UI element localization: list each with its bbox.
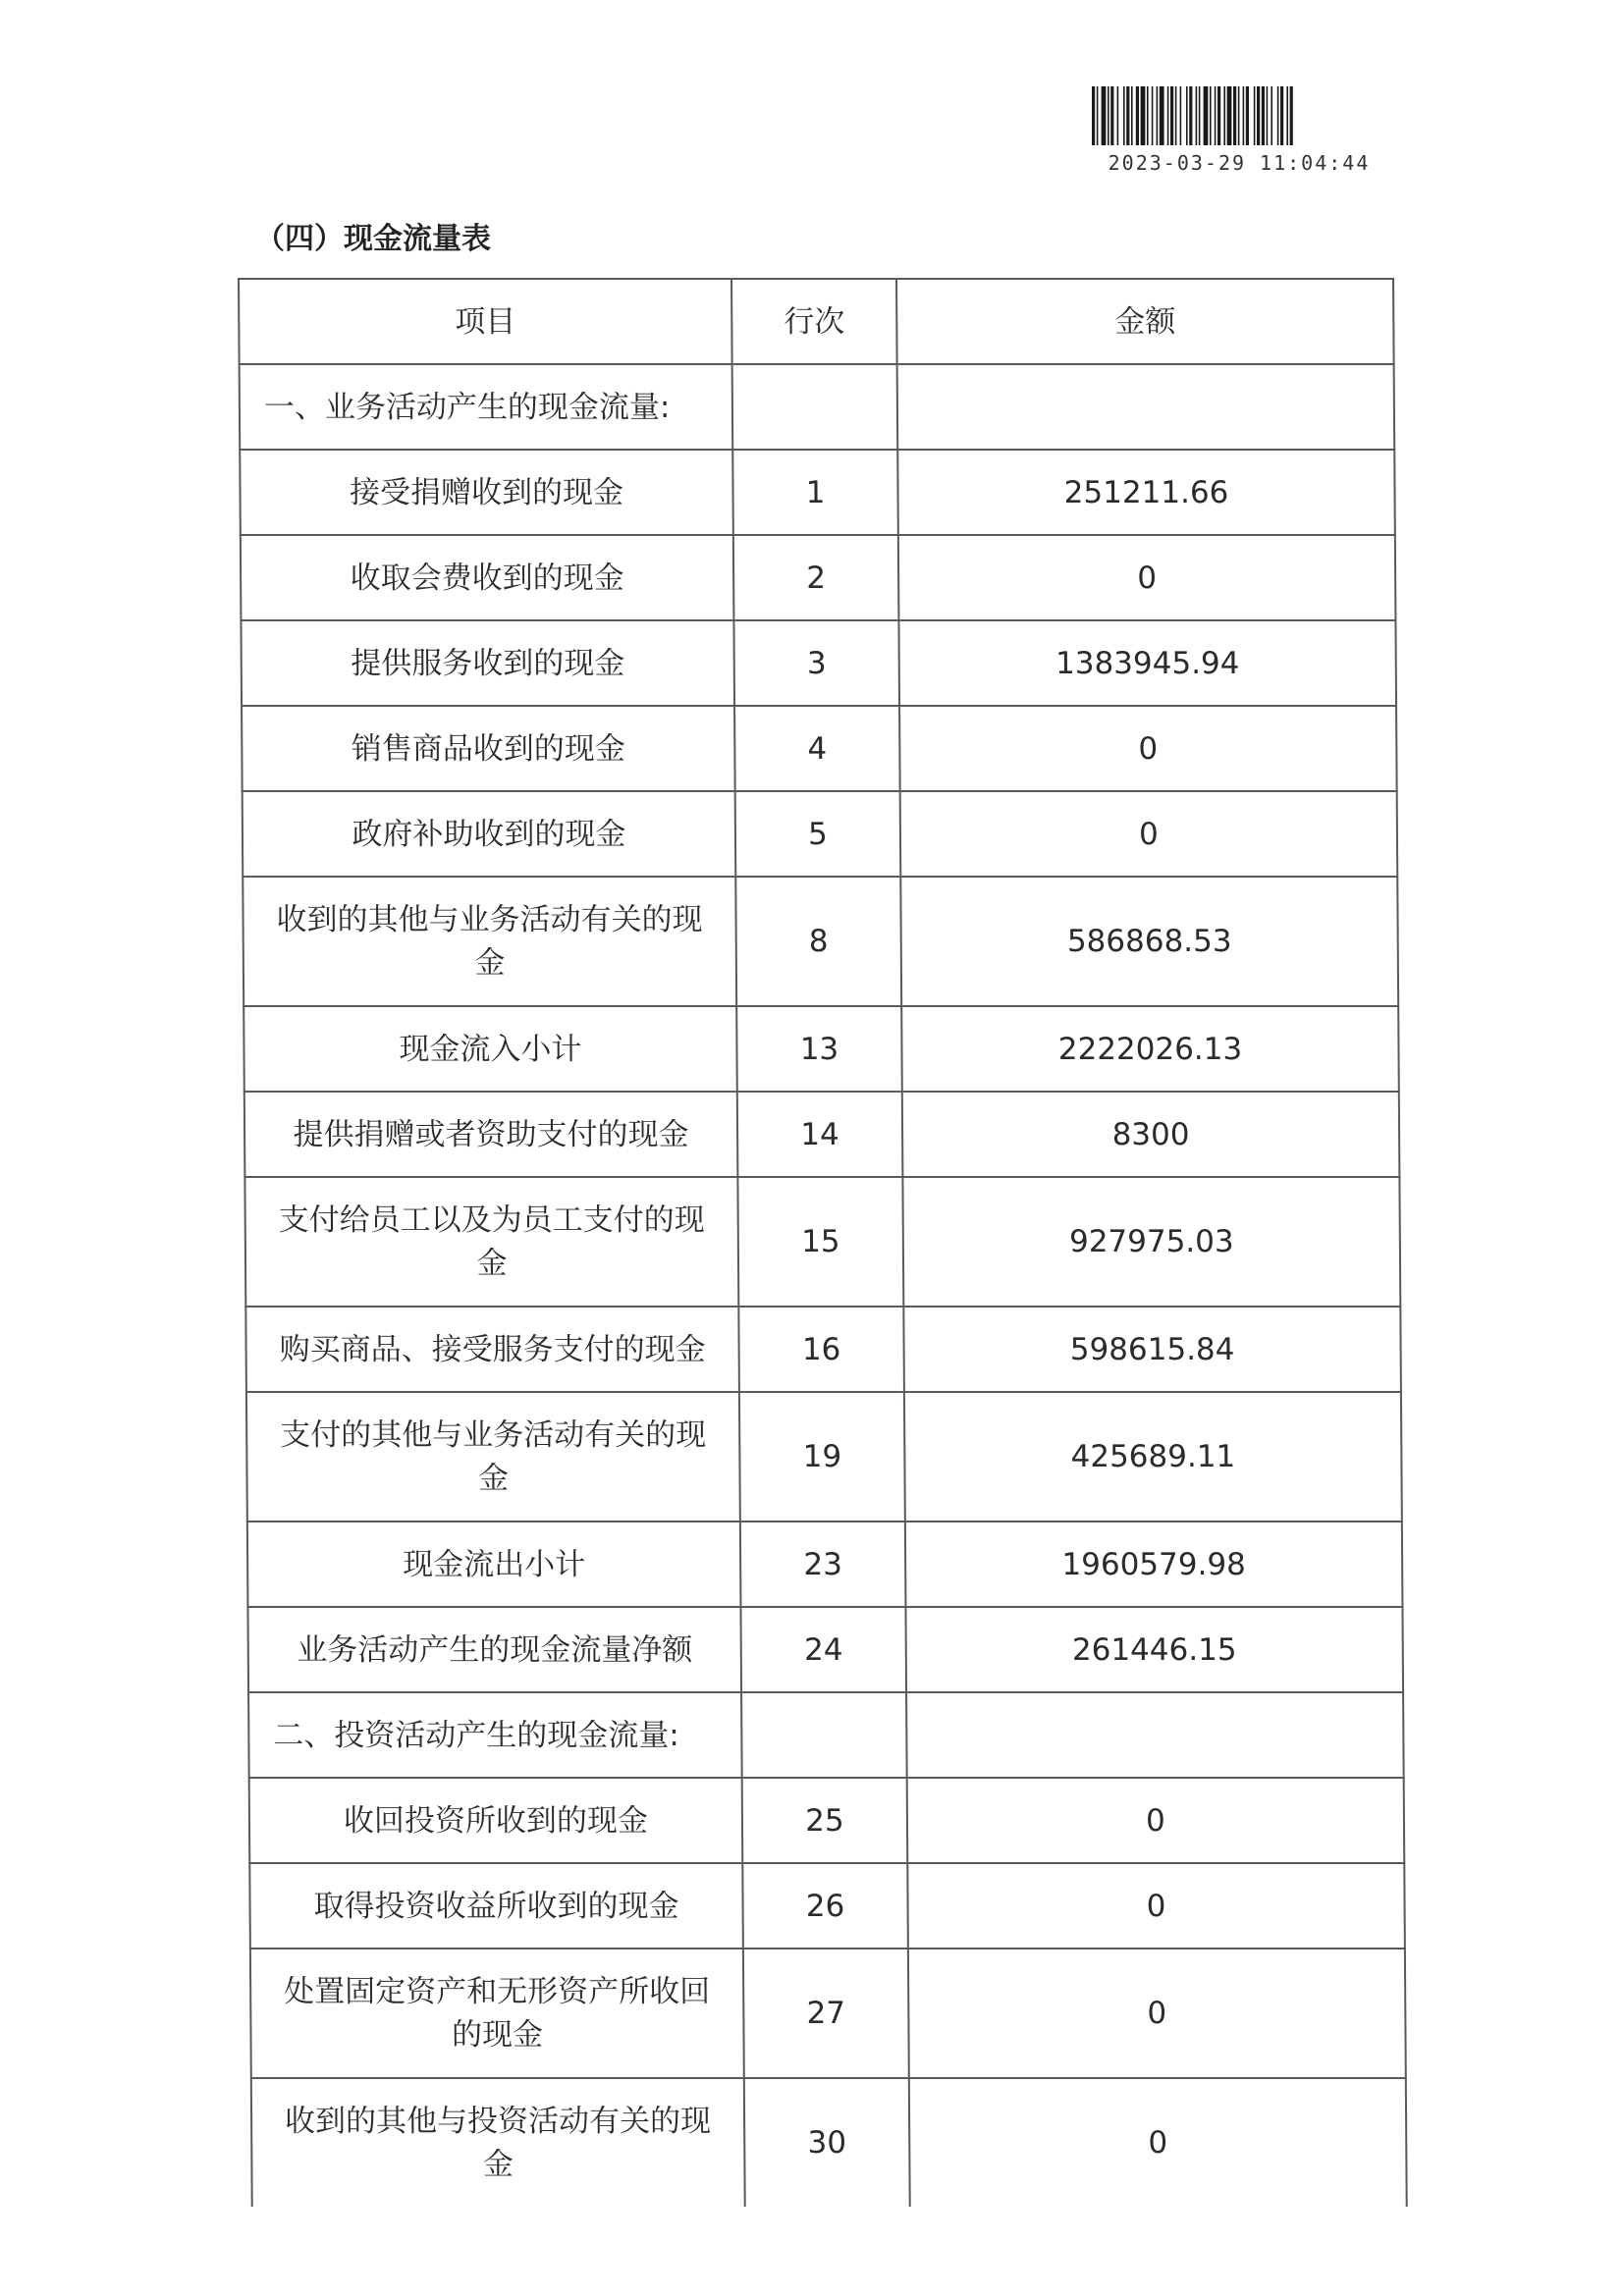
- row-item-cell: 接受捐赠收到的现金: [240, 450, 733, 535]
- table-row: [247, 1522, 1403, 1607]
- row-line-cell: 25: [742, 1778, 908, 1863]
- row-item-cell: 收到的其他与投资活动有关的现金: [251, 2078, 745, 2207]
- row-amount-cell: 425689.11: [904, 1392, 1402, 1522]
- barcode-bar: [1092, 86, 1095, 145]
- barcode-bar: [1243, 86, 1245, 145]
- row-item-cell: 销售商品收到的现金: [242, 706, 735, 791]
- barcode-bar: [1180, 86, 1182, 145]
- row-item-cell: 收到的其他与业务活动有关的现金: [243, 877, 736, 1006]
- barcode-bar: [1167, 86, 1169, 145]
- barcode-bar: [1215, 86, 1217, 145]
- row-line-cell: 16: [738, 1307, 904, 1392]
- table-row: [249, 1778, 1405, 1863]
- table-row: [243, 877, 1398, 1006]
- row-amount-cell: 1960579.98: [905, 1522, 1403, 1607]
- row-item-cell: 收回投资所收到的现金: [249, 1778, 743, 1863]
- column-header-line: 行次: [731, 279, 897, 364]
- section-row: [248, 1692, 1404, 1778]
- row-item-cell: 收取会费收到的现金: [241, 535, 734, 620]
- row-amount-cell: 0: [899, 706, 1397, 791]
- row-amount-cell: 0: [898, 535, 1396, 620]
- row-item-cell: 支付给员工以及为员工支付的现金: [244, 1177, 738, 1307]
- row-item-cell: 支付的其他与业务活动有关的现金: [246, 1392, 740, 1522]
- row-item-cell: 二、投资活动产生的现金流量:: [248, 1692, 742, 1778]
- row-line-cell: 8: [735, 877, 901, 1006]
- row-item-cell: 购买商品、接受服务支付的现金: [245, 1307, 739, 1392]
- row-line-cell: 26: [742, 1863, 908, 1949]
- barcode-bar: [1271, 86, 1272, 145]
- table-row: [242, 706, 1397, 791]
- table-header-row: [239, 279, 1394, 364]
- barcode-bar: [1199, 86, 1201, 145]
- barcode-block: [1092, 86, 1386, 175]
- barcode-bar: [1267, 86, 1269, 145]
- table-row: [243, 1006, 1399, 1092]
- table-row: [244, 1177, 1400, 1307]
- row-amount-cell: 0: [909, 2078, 1407, 2207]
- row-item-cell: 处置固定资产和无形资产所收回的现金: [250, 1949, 744, 2078]
- barcode-bar: [1227, 86, 1232, 145]
- barcode-bar: [1290, 86, 1293, 145]
- table-row: [249, 1863, 1405, 1949]
- barcode-bar: [1131, 86, 1133, 145]
- row-amount-cell: 261446.15: [905, 1607, 1403, 1692]
- row-line-cell: 2: [733, 535, 899, 620]
- row-amount-cell: 0: [900, 791, 1398, 877]
- row-item-cell: 一、业务活动产生的现金流量:: [240, 364, 733, 450]
- row-amount-cell: [906, 1692, 1404, 1778]
- barcode-bar: [1141, 86, 1146, 145]
- row-amount-cell: 0: [908, 1949, 1406, 2078]
- table-row: [250, 1949, 1406, 2078]
- barcode-bar: [1186, 86, 1188, 145]
- barcode-bar: [1108, 86, 1109, 145]
- barcode-bar: [1102, 86, 1107, 145]
- section-title: （四）现金流量表: [255, 222, 491, 256]
- row-line-cell: 4: [734, 706, 900, 791]
- row-amount-cell: 586868.53: [900, 877, 1398, 1006]
- row-line-cell: 27: [743, 1949, 909, 2078]
- row-amount-cell: 8300: [902, 1092, 1400, 1177]
- row-amount-cell: [897, 364, 1395, 450]
- row-line-cell: 3: [733, 620, 899, 706]
- row-item-cell: 取得投资收益所收到的现金: [249, 1863, 743, 1949]
- row-amount-cell: 251211.66: [897, 450, 1395, 535]
- row-item-cell: 业务活动产生的现金流量净额: [247, 1607, 741, 1692]
- table-row: [240, 450, 1395, 535]
- row-amount-cell: 2222026.13: [901, 1006, 1399, 1092]
- row-line-cell: 14: [737, 1092, 903, 1177]
- barcode-bar: [1170, 86, 1173, 145]
- row-line-cell: 30: [744, 2078, 910, 2207]
- barcode-bar: [1223, 86, 1225, 145]
- barcode-bar: [1136, 86, 1139, 145]
- row-line-cell: [741, 1692, 907, 1778]
- row-item-cell: 现金流出小计: [247, 1522, 741, 1607]
- row-amount-cell: 0: [907, 1863, 1405, 1949]
- barcode-bar: [1262, 86, 1265, 145]
- table-row: [244, 1092, 1400, 1177]
- barcode-bar: [1280, 86, 1283, 145]
- table-row: [243, 791, 1398, 877]
- row-line-cell: 19: [739, 1392, 905, 1522]
- table-row: [241, 620, 1396, 706]
- barcode-bar: [1238, 86, 1240, 145]
- barcode-bar: [1246, 86, 1249, 145]
- row-item-cell: 政府补助收到的现金: [243, 791, 736, 877]
- barcode-bar: [1147, 86, 1149, 145]
- table-row: [241, 535, 1396, 620]
- cash-flow-table: [238, 278, 1408, 2207]
- row-line-cell: 5: [735, 791, 901, 877]
- barcode-bar: [1097, 86, 1099, 145]
- barcode-bar: [1277, 86, 1279, 145]
- barcode-bar: [1123, 86, 1125, 145]
- barcode-bar: [1160, 86, 1164, 145]
- row-line-cell: 24: [740, 1607, 906, 1692]
- row-line-cell: 1: [732, 450, 898, 535]
- table-row: [251, 2078, 1407, 2207]
- barcode-bar: [1233, 86, 1236, 145]
- column-header-amount: 金额: [896, 279, 1394, 364]
- table-row: [247, 1607, 1403, 1692]
- section-row: [240, 364, 1395, 450]
- barcode: [1092, 86, 1386, 145]
- barcode-bar: [1217, 86, 1220, 145]
- row-amount-cell: 1383945.94: [898, 620, 1396, 706]
- barcode-bar: [1286, 86, 1288, 145]
- barcode-bar: [1257, 86, 1260, 145]
- barcode-bar: [1210, 86, 1212, 145]
- column-header-item: 项目: [239, 279, 732, 364]
- row-line-cell: [732, 364, 898, 450]
- barcode-bar: [1175, 86, 1177, 145]
- table-row: [245, 1307, 1401, 1392]
- row-line-cell: 23: [740, 1522, 906, 1607]
- row-line-cell: 13: [736, 1006, 902, 1092]
- barcode-timestamp: 2023-03-29 11:04:44: [1108, 151, 1371, 175]
- row-amount-cell: 598615.84: [903, 1307, 1401, 1392]
- barcode-bar: [1254, 86, 1256, 145]
- row-line-cell: 15: [737, 1177, 903, 1307]
- barcode-bar: [1152, 86, 1154, 145]
- barcode-bar: [1110, 86, 1113, 145]
- row-amount-cell: 927975.03: [902, 1177, 1400, 1307]
- row-item-cell: 现金流入小计: [243, 1006, 737, 1092]
- barcode-bar: [1157, 86, 1159, 145]
- table-row: [246, 1392, 1402, 1522]
- barcode-bar: [1196, 86, 1198, 145]
- barcode-bar: [1117, 86, 1119, 145]
- barcode-bar: [1189, 86, 1192, 145]
- row-amount-cell: 0: [907, 1778, 1405, 1863]
- barcode-bar: [1204, 86, 1209, 145]
- barcode-bar: [1126, 86, 1129, 145]
- row-item-cell: 提供捐赠或者资助支付的现金: [244, 1092, 738, 1177]
- row-item-cell: 提供服务收到的现金: [241, 620, 734, 706]
